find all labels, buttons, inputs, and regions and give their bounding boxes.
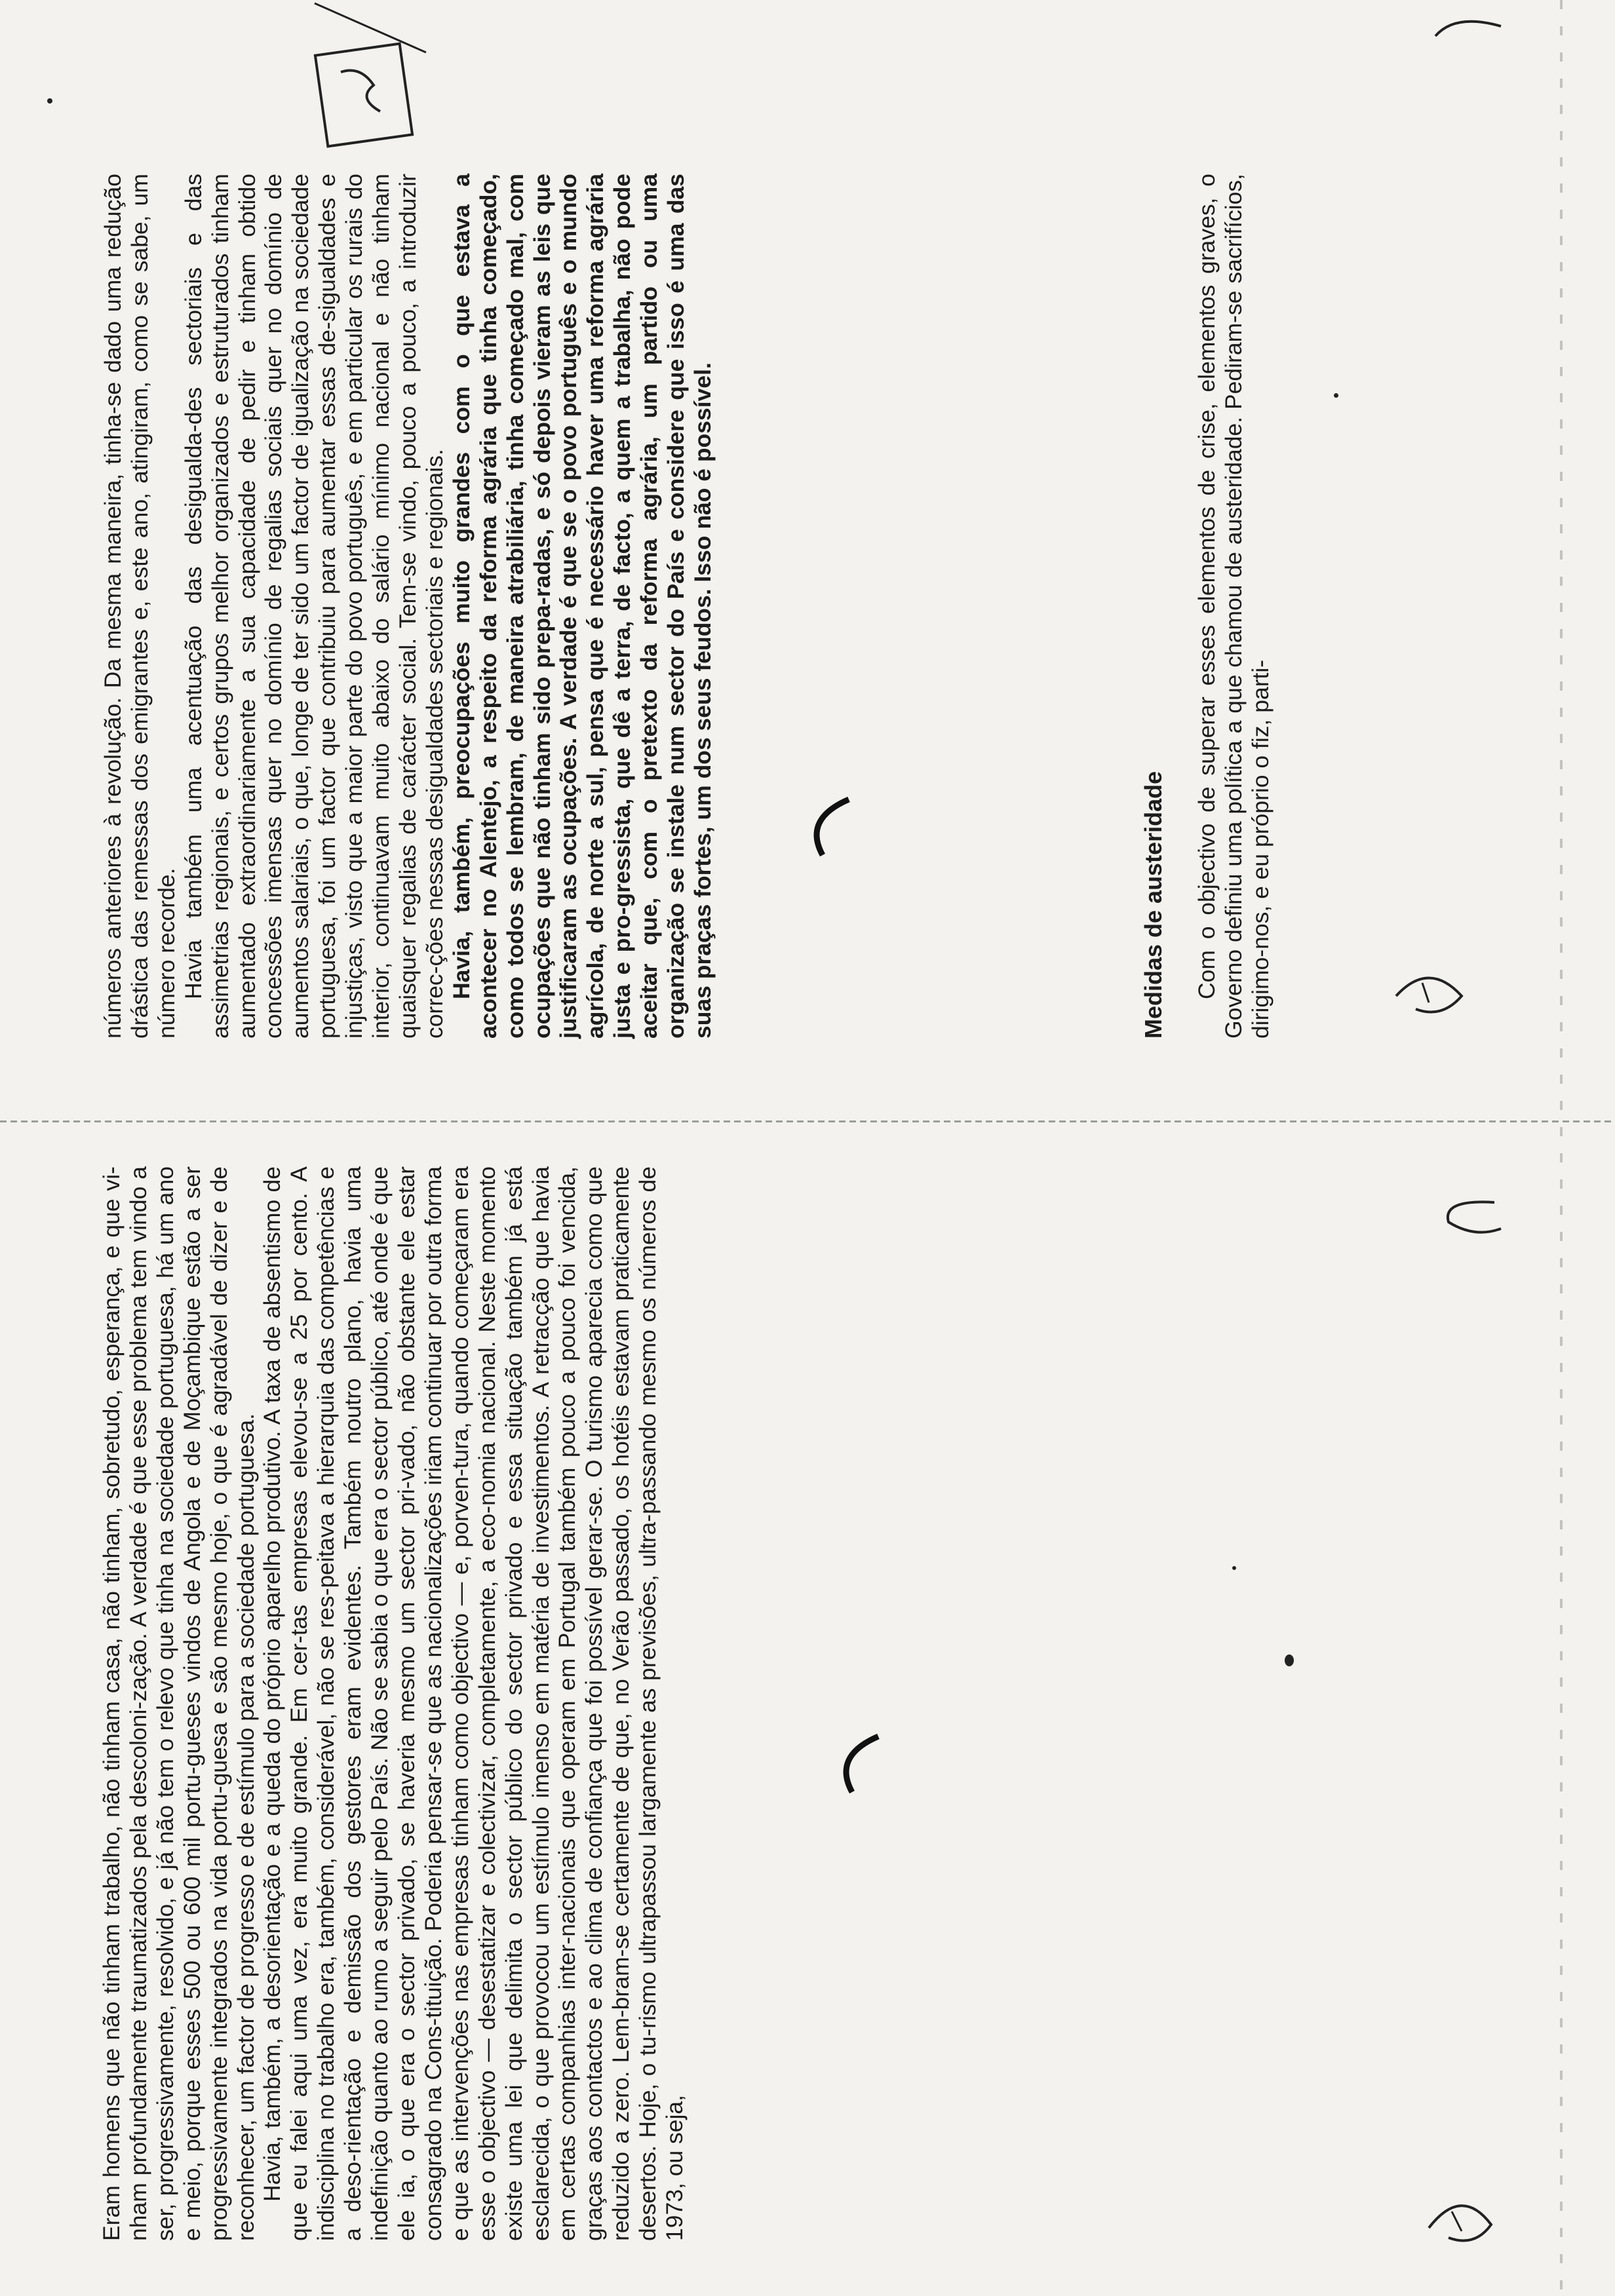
paragraph: Com o objectivo de superar esses elementos de crise, elementos graves, o Governo definiu uma política a que chamou de austeridade. Pediram-se sacrifícios, dirigimo-nos, e eu próprio o fiz, parti- bbox=[1193, 174, 1274, 1039]
paragraph: Havia, também, a desorientação e a queda do próprio aparelho produtivo. A taxa de absentismo de que eu falei aqui uma vez, era muito grande. Em cer-tas empresas elevou-se a 25 por cento. A indisciplina no trabalho era, também, considerável, não se res-peitava a hierarquia das competências e a deso-rientação e demissão dos gestores eram evidentes. Também noutro plano, havia uma indefinição quanto ao rumo a seguir pelo País. Não se sabia o que era o sector público, até onde é que ele ia, o que era o sector privado, se haveria mesmo um sector pri-vado, não obstante ele estar consagrado na Cons-tituição. Poderia pensar-se que as nacionalizações iriam continuar por outra forma e que as intervenções nas empresas tinham como objectivo — e, porven-tura, quando começaram era esse o objectivo — desestatizar e colectivizar, completamente, a eco-nomia nacional. Neste momento existe uma lei que delimita o sector público do sector privado e essa situação também já está esclarecida, o que provocou um estímulo imenso em matéria de investimentos. A retracção que havia em certas companhias inter-nacionais que operam em Portugal também pouco a pouco foi vencida, graças aos contactos e ao clima de confiança que foi possível gerar-se. O turismo aparecia como que reduzido a zero. Lem-bram-se certamente de que, no Verão passado, os hotéis estavam praticamente desertos. Hoje, o tu-rismo ultrapassou largamente as previsões, ultra-passando mesmo os números de 1973, ou seja, bbox=[259, 1166, 688, 2241]
spacer bbox=[1167, 174, 1194, 1039]
paragraph: números anteriores à revolução. Da mesma maneira, tinha-se dado uma redução drástica das remessas dos emigrantes e, este ano, atingiram, como se sabe, um número recorde. bbox=[100, 174, 180, 1039]
handwritten-page-number-box bbox=[295, 0, 446, 164]
paragraph: Havia, também, preocupações muito grandes com o que estava a acontecer no Alentejo, a respeito da reforma agrária que tinha começado, como todos se lembram, de maneira atrabiliária, tinha começado mal, com ocupações que não tinham sido prepa-radas, e só depois vieram as leis que justificaram as ocupações. A verdade é que se o povo português e o mundo agrícola, de norte a sul, pensa que é necessário haver uma reforma agrária justa e pro-gressista, que dê a terra, de facto, a quem a trabalha, não pode aceitar que, com o pretexto da reforma agrária, um partido ou uma organização se instale num sector do País e considere que isso é uma das suas praças fortes, um dos seus feudos. Isso não é possível. bbox=[448, 174, 716, 1039]
section-block bbox=[1140, 174, 1274, 1039]
speck bbox=[1232, 1566, 1236, 1570]
pen-stroke-mid-right bbox=[1429, 1193, 1508, 1245]
speck bbox=[47, 98, 52, 104]
speck bbox=[1285, 1655, 1294, 1666]
section-heading: Medidas de austeridade bbox=[1140, 771, 1167, 1039]
left-page-column bbox=[98, 1166, 688, 2241]
handwritten-mark-left bbox=[1422, 2182, 1501, 2254]
page-fold-line bbox=[0, 1120, 1615, 1122]
page-edge-line bbox=[1560, 0, 1563, 2296]
speck bbox=[1334, 393, 1338, 398]
right-page-column bbox=[100, 174, 716, 1039]
handwritten-mark-top bbox=[1390, 957, 1475, 1029]
bracket-mark-2 bbox=[826, 1730, 885, 1802]
paragraph: Eram homens que não tinham trabalho, não tinham casa, não tinham, sobretudo, esperança, e que vi-nham profundamente traumatizados pela descoloni-zação. A verdade é que esse problema tem vindo a ser, progressivamente, resolvido, e já não tem o relevo que tinha na sociedade portuguesa, há um ano e meio, porque esses 500 ou 600 mil portu-gueses vindos de Angola e de Moçambique estão a ser progressivamente integrados na vida portu-guesa e são mesmo hoje, o que é agradável de dizer e de reconhecer, um factor de progresso e de estímulo para a sociedade portuguesa. bbox=[98, 1166, 259, 2241]
bracket-mark-1 bbox=[796, 793, 855, 865]
paragraph: Havia também uma acentuação das desigualda-des sectoriais e das assimetrias regionais, e certos grupos melhor organizados e estruturados tinham aumentado extraordinariamente a sua capacidade de pedir e tinham obtido concessões imensas quer no domínio de regalias sociais quer no domínio de aumentos salariais, o que, longe de ter sido um factor de igualização na sociedade portuguesa, foi um factor que contribuiu para aumentar essas de-sigualdades e injustiças, visto que a maior parte do povo português, e em particular os rurais do interior, continuavam muito abaixo do salário mínimo nacional e não tinham quaisquer regalias de carácter social. Tem-se vindo, pouco a pouco, a introduzir correc-ções nessas desigualdades sectoriais e regionais. bbox=[180, 174, 448, 1039]
pen-stroke-top-right bbox=[1429, 10, 1508, 49]
